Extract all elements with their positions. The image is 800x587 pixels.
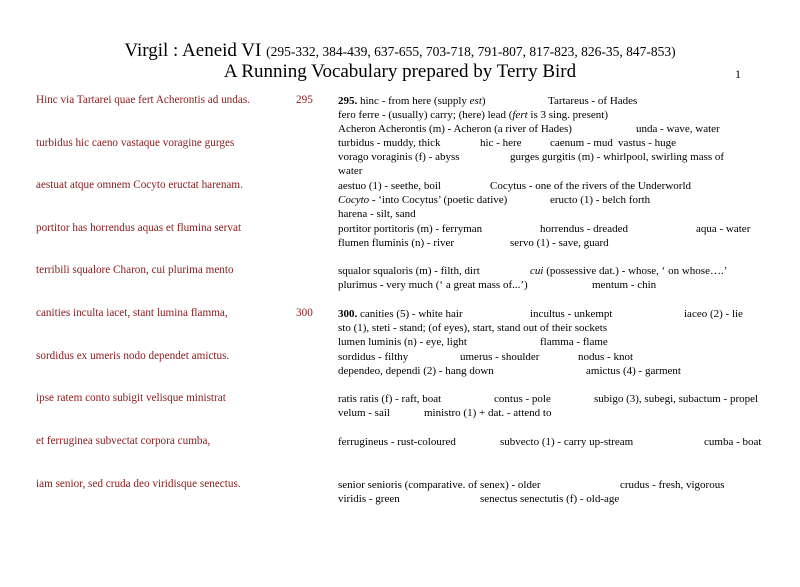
- vocab-entry: aqua - water: [696, 223, 751, 235]
- vocab-entry: contus - pole: [494, 393, 551, 405]
- vocab-entry: gurges gurgitis (m) - whirlpool, swirling mass of: [510, 151, 725, 163]
- vocab-entry: Cocytus - one of the rivers of the Underworld: [490, 180, 692, 192]
- vocab-entry: umerus - shoulder: [460, 351, 540, 363]
- vocab-entry: iaceo (2) - lie: [684, 308, 743, 320]
- vocab-entry: horrendus - dreaded: [540, 223, 628, 235]
- vocab-italic: cui: [530, 265, 544, 277]
- vocab-entry: portitor portitoris (m) - ferryman: [338, 223, 483, 235]
- vocab-entry: harena - silt, sand: [338, 208, 416, 220]
- title-lines-range: (295-332, 384-439, 637-655, 703-718, 791-807, 817-823, 826-35, 847-853): [266, 44, 676, 59]
- vocab-entry: canities (5) - white hair: [357, 308, 463, 320]
- latin-line: turbidus hic caeno vastaque voragine gurges: [36, 137, 235, 149]
- latin-line: sordidus ex umeris nodo dependet amictus.: [36, 350, 230, 362]
- latin-line: Hinc via Tartarei quae fert Acherontis ad undas.: [36, 94, 250, 106]
- vocab-entry: aestuo (1) - seethe, boil: [338, 180, 441, 192]
- title-main: Virgil : Aeneid VI: [124, 40, 262, 61]
- vocab-entry: fero ferre - (usually) carry; (here) lead (: [338, 109, 513, 121]
- vocab-entry: crudus - fresh, vigorous: [620, 479, 725, 491]
- latin-line: ipse ratem conto subigit velisque ministrat: [36, 392, 226, 404]
- vocab-entry: flumen fluminis (n) - river: [338, 237, 455, 249]
- latin-line: canities inculta iacet, stant lumina flamma,: [36, 307, 228, 319]
- vocab-entry: ferrugineus - rust-coloured: [338, 436, 456, 448]
- vocab-entry: flamma - flame: [540, 336, 608, 348]
- latin-line: aestuat atque omnem Cocyto eructat harenam.: [36, 179, 243, 191]
- vocab-entry: lumen luminis (n) - eye, light: [338, 336, 467, 348]
- vocab-italic: Cocyto: [338, 194, 370, 206]
- vocab-entry: ministro (1) + dat. - attend to: [424, 407, 552, 419]
- vocab-entry: (possessive dat.) - whose, ‘ on whose….’: [543, 265, 728, 277]
- vocab-entry: mentum - chin: [592, 279, 657, 291]
- vocab-entry: servo (1) - save, guard: [510, 237, 609, 249]
- vocab-entry: is 3 sing. present): [527, 109, 609, 121]
- vocab-entry: unda - wave, water: [636, 123, 720, 135]
- latin-line: et ferruginea subvectat corpora cumba,: [36, 435, 211, 447]
- line-number: 295: [296, 94, 313, 106]
- vocab-entry: hic - here: [480, 137, 522, 149]
- vocab-entry: - ‘into Cocytus’ (poetic dative): [369, 194, 508, 206]
- vocab-entry: amictus (4) - garment: [586, 365, 681, 377]
- vocab-line-number: 295.: [338, 95, 358, 107]
- vocab-entry: Acheron Acherontis (m) - Acheron (a river of Hades): [338, 123, 572, 135]
- vocab-entry: vastus - huge: [618, 137, 677, 149]
- vocab-entry: senior senioris (comparative. of senex) - older: [338, 479, 541, 491]
- vocab-entry: cumba - boat: [704, 436, 762, 448]
- latin-line: terribili squalore Charon, cui plurima mento: [36, 264, 234, 276]
- vocab-entry: ratis ratis (f) - raft, boat: [338, 393, 442, 405]
- page-number: 1: [735, 67, 741, 81]
- vocab-line-number: 300.: [338, 308, 358, 320]
- vocab-entry: sordidus - filthy: [338, 351, 409, 363]
- vocab-entry: eructo (1) - belch forth: [550, 194, 651, 206]
- vocab-entry: water: [338, 165, 363, 177]
- vocab-entry: sto (1), steti - stand; (of eyes), start, stand out of their sockets: [338, 322, 608, 334]
- vocab-entry: turbidus - muddy, thick: [338, 137, 441, 149]
- vocab-entry: senectus senectutis (f) - old-age: [480, 493, 620, 505]
- latin-line: portitor has horrendus aquas et flumina servat: [36, 222, 242, 234]
- line-number: 300: [296, 307, 313, 319]
- vocab-entry: vorago voraginis (f) - abyss: [338, 151, 460, 163]
- latin-line: iam senior, sed cruda deo viridisque senectus.: [36, 478, 241, 490]
- vocab-entry: dependeo, dependi (2) - hang down: [338, 365, 494, 377]
- page-title: [0, 40, 800, 63]
- page-subtitle: A Running Vocabulary prepared by Terry Bird: [223, 61, 577, 82]
- vocab-italic: est: [469, 95, 482, 107]
- vocab-entry: subvecto (1) - carry up-stream: [500, 436, 634, 448]
- vocab-entry: incultus - unkempt: [530, 308, 613, 320]
- vocab-entry: Tartareus - of Hades: [548, 95, 638, 107]
- vocab-entry: caenum - mud: [550, 137, 613, 149]
- vocab-entry: hinc - from here (supply: [360, 95, 470, 107]
- vocab-entry: viridis - green: [338, 493, 400, 505]
- vocab-entry: subigo (3), subegi, subactum - propel: [594, 393, 759, 405]
- vocab-entry: plurimus - very much (‘ a great mass of...’): [338, 279, 528, 291]
- vocab-entry: ): [481, 95, 486, 107]
- vocab-entry: velum - sail: [338, 407, 390, 419]
- vocab-entry: nodus - knot: [578, 351, 633, 363]
- vocab-italic: fert: [512, 109, 528, 121]
- vocab-entry: squalor squaloris (m) - filth, dirt: [338, 265, 480, 277]
